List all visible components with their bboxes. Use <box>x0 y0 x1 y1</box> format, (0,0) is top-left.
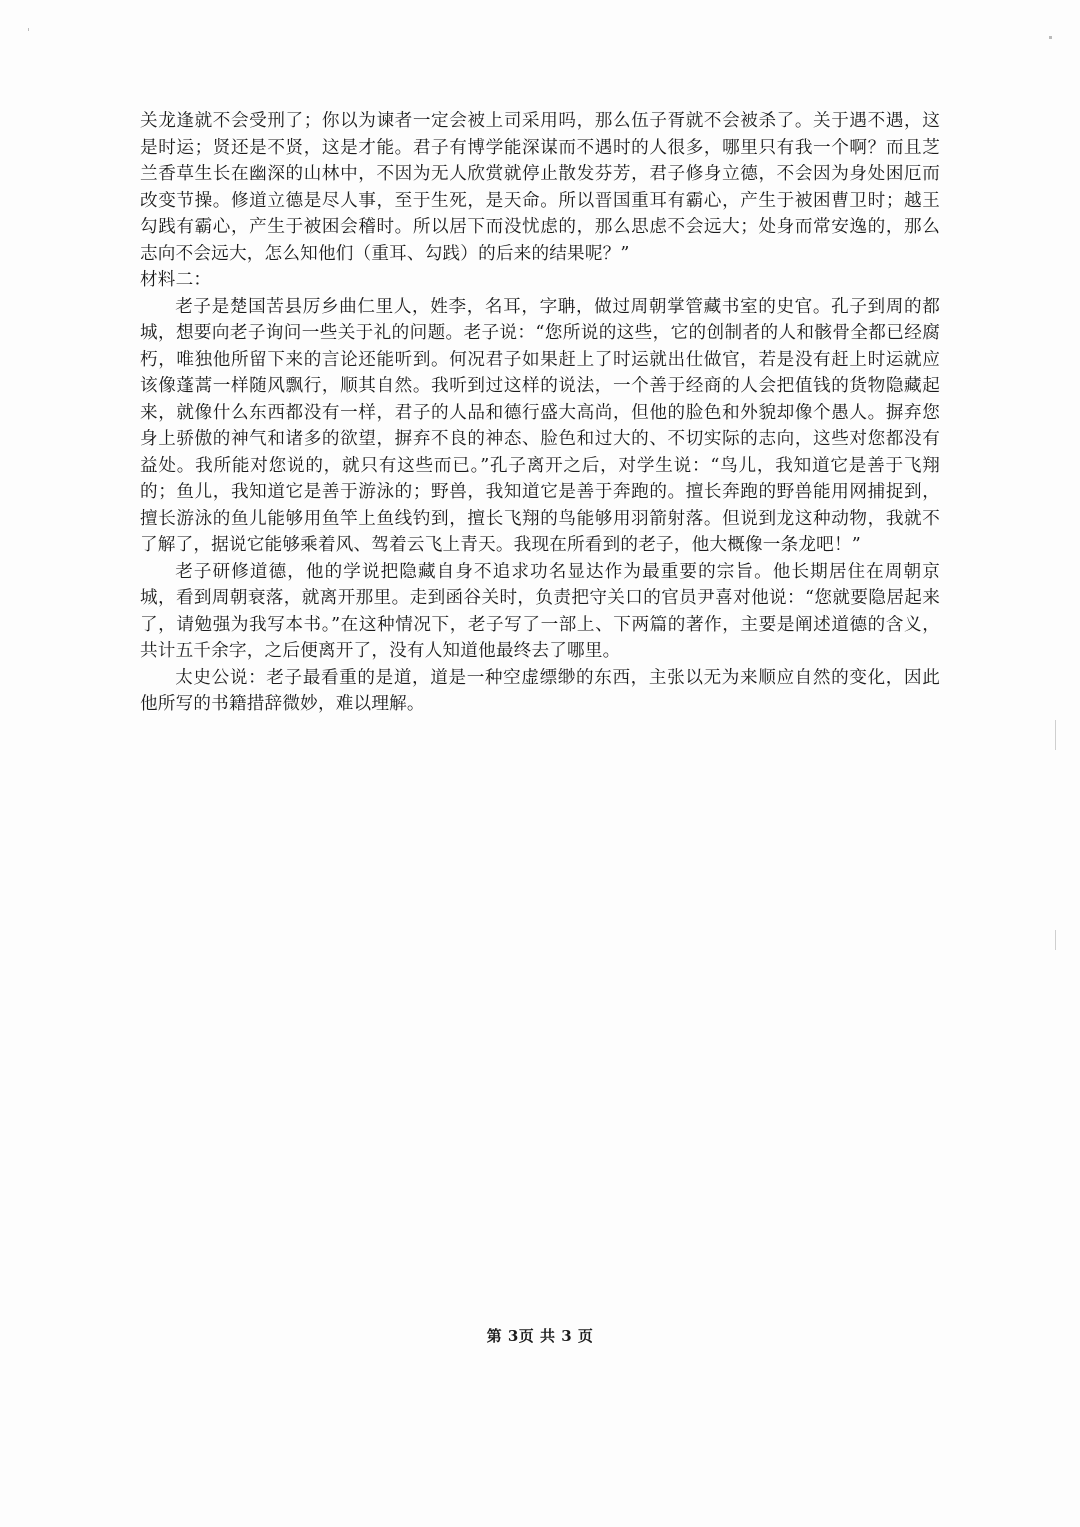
paragraph-continuation: 关龙逢就不会受刑了；你以为谏者一定会被上司采用吗，那么伍子胥就不会被杀了。关于遇不遇，这是时运；贤还是不贤，这是才能。君子有博学能深谋而不遇时的人很多，哪里只有我一个啊？而且芝兰香草生长在幽深的山林中，不因为无人欣赏就停止散发芬芳，君子修身立德，不会因为身处困厄而改变节操。修道立德是尽人事，至于生死，是天命。所以晋国重耳有霸心，产生于被困曹卫时；越王勾践有霸心，产生于被困会稽时。所以居下而没忧虑的，那么思虑不会远大；处身而常安逸的，那么志向不会远大，怎么知他们（重耳、勾践）的后来的结果呢？” <box>140 111 940 264</box>
scan-mark <box>1055 930 1056 950</box>
scan-mark <box>28 28 29 31</box>
scan-mark <box>1055 720 1056 750</box>
section-label-material-two: 材料二： <box>140 270 212 290</box>
paragraph-laozi-dao-de: 老子研修道德，他的学说把隐藏自身不追求功名显达作为最重要的宗旨。他长期居住在周朝京城，看到周朝衰落，就离开那里。走到函谷关时，负责把守关口的官员尹喜对他说：“您就要隐居起来了，请勉强为我写本书。”在这种情况下，老子写了一部上、下两篇的著作，主要是阐述道德的含义，共计五千余字，之后便离开了，没有人知道他最终去了哪里。 <box>140 561 940 661</box>
document-body <box>140 108 940 718</box>
page-number-footer: 第 3页 共 3 页 <box>486 1327 594 1345</box>
paragraph-taishigong-comment: 太史公说：老子最看重的是道，道是一种空虚缥缈的东西，主张以无为来顺应自然的变化，因此他所写的书籍措辞微妙，难以理解。 <box>140 667 940 714</box>
scan-mark <box>1049 36 1052 39</box>
paragraph-laozi-biography: 老子是楚国苦县厉乡曲仁里人，姓李，名耳，字聃，做过周朝掌管藏书室的史官。孔子到周的都城，想要向老子询问一些关于礼的问题。老子说：“您所说的这些，它的创制者的人和骸骨全都已经腐朽，唯独他所留下来的言论还能听到。何况君子如果赶上了时运就出仕做官，若是没有赶上时运就应该像蓬蒿一样随风飘行，顺其自然。我听到过这样的说法，一个善于经商的人会把值钱的货物隐藏起来，就像什么东西都没有一样，君子的人品和德行盛大高尚，但他的脸色和外貌却像个愚人。摒弃您身上骄傲的神气和诸多的欲望，摒弃不良的神态、脸色和过大的、不切实际的志向，这些对您都没有益处。我所能对您说的，就只有这些而已。”孔子离开之后，对学生说：“鸟儿，我知道它是善于飞翔的；鱼儿，我知道它是善于游泳的；野兽，我知道它是善于奔跑的。擅长奔跑的野兽能用网捕捉到，擅长游泳的鱼儿能够用鱼竿上鱼线钓到，擅长飞翔的鸟能够用羽箭射落。但说到龙这种动物，我就不了解了，据说它能够乘着风、驾着云飞上青天。我现在所看到的老子，他大概像一条龙吧！” <box>140 296 940 555</box>
